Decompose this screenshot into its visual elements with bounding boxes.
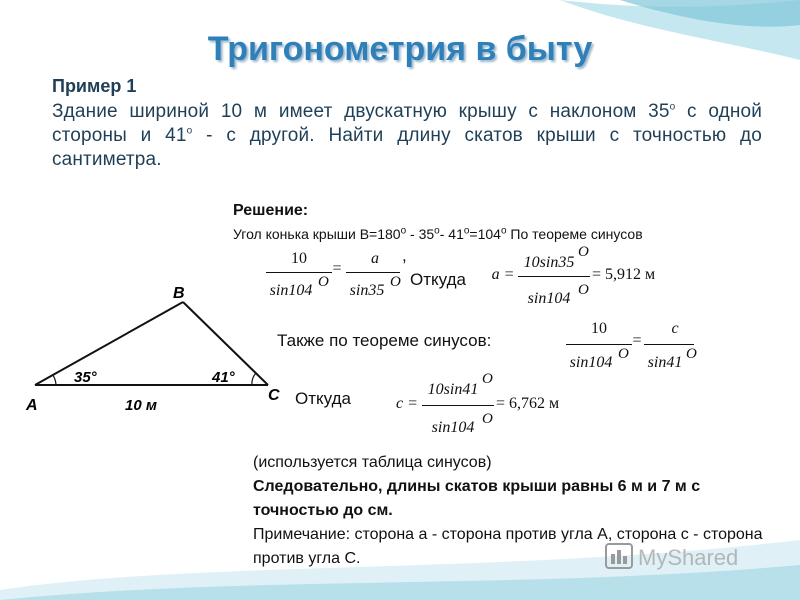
sine-table-note: (используется таблица синусов) [253, 454, 492, 471]
ridge-angle-line: Угол конька крыши $В=180^о - 35^о-$ $41^о=104^о$ По теореме синусов [233, 225, 643, 242]
myshared-logo [604, 536, 764, 576]
sine-law-formula-2: 10 sin104 O = c sin41 O [562, 320, 702, 378]
angle-a-arc [53, 375, 56, 385]
vertex-c-label: C [268, 387, 280, 404]
triangle-side-a [35, 302, 183, 385]
example-label: Пример 1 [52, 76, 137, 96]
sine-law-formula-1: 10 sin104 O = a sin35 O [262, 250, 412, 305]
page-title: Тригонометрия в быту [207, 30, 593, 68]
angle-c-label: 41° [212, 369, 235, 386]
solution-label: Решение: [233, 202, 309, 219]
whence-label-1: Откуда [410, 270, 466, 289]
answer-text: Следовательно, длины скатов крыши равны 6 м и 7 м с точностью до см. [253, 478, 701, 519]
side-a-formula: a = 10sin35 O sin104 O = 5,912 м [491, 244, 656, 307]
also-sine-law-label: Также по теореме синусов: [277, 331, 492, 350]
angle-a-label: 35° [74, 369, 97, 386]
remark-text: Примечание: сторона а - сторона против угла А, сторона с - сторона против угла С. [253, 526, 763, 567]
angle-c-arc [252, 373, 256, 385]
base-length-label: 10 м [125, 397, 157, 414]
roof-triangle-diagram [20, 270, 300, 420]
problem-text: Здание шириной 10 м имеет двускатную крышу с наклоном $35^о$ с одной стороны и $41^о$ - с другой. Найти длину скатов крыши с точностью до сантиметра. [52, 101, 762, 170]
whence-label-2: Откуда [295, 389, 351, 408]
vertex-a-label: A [26, 397, 38, 414]
vertex-b-label: B [173, 285, 185, 302]
svg-text:MyShared: MyShared [638, 545, 739, 570]
comma: , [402, 246, 407, 265]
side-c-formula: c = 10sin41 O sin104 O = 6,762 м [396, 371, 560, 436]
